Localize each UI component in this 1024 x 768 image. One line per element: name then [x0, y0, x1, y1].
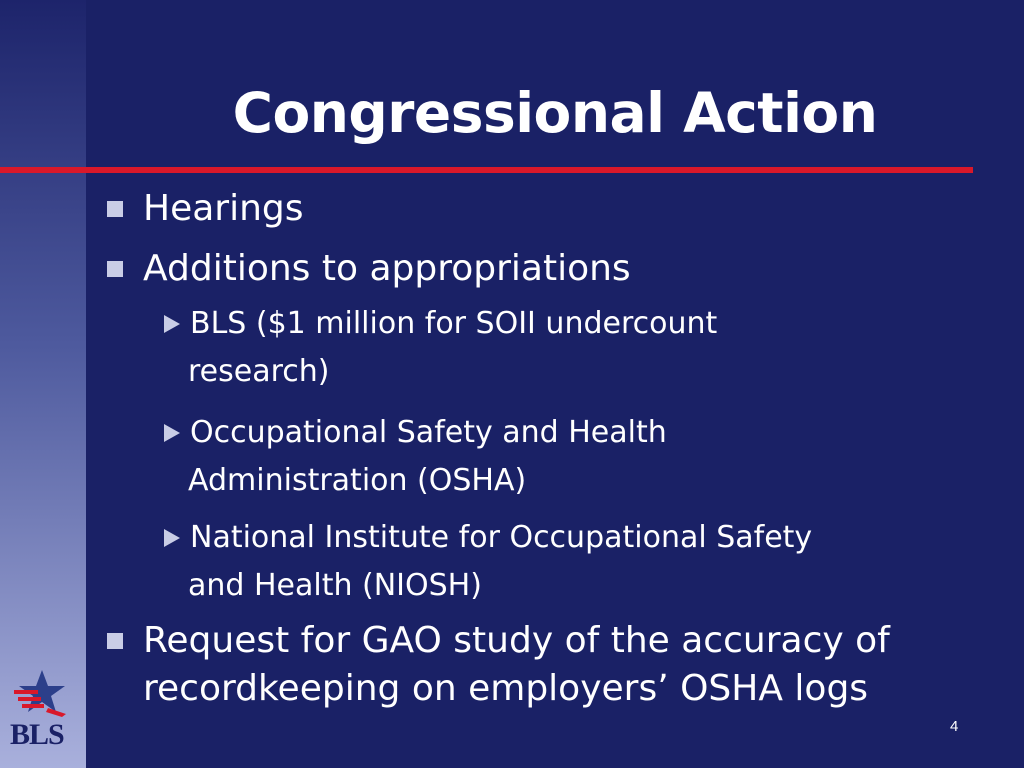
slide-title: Congressional Action [232, 81, 878, 145]
sub-bullet-niosh-line2: and Health (NIOSH) [188, 568, 482, 603]
sub-bullet-osha-line2: Administration (OSHA) [188, 463, 527, 498]
bullet-appropriations: Additions to appropriations [143, 248, 631, 289]
triangle-bullet-icon [164, 315, 180, 333]
bullet-gao-line2: recordkeeping on employers’ OSHA logs [143, 668, 869, 709]
sub-bullet-bls-line2: research) [188, 354, 330, 389]
bls-logo-text: BLS [10, 718, 64, 751]
square-bullet-icon [107, 261, 123, 277]
left-gradient-band [0, 0, 86, 768]
sub-bullet-niosh-line1: National Institute for Occupational Safety [190, 520, 813, 555]
sub-bullet-bls-line1: BLS ($1 million for SOII undercount [190, 306, 718, 341]
square-bullet-icon [107, 633, 123, 649]
square-bullet-icon [107, 201, 123, 217]
page-number: 4 [950, 718, 959, 735]
title-divider [0, 167, 973, 173]
triangle-bullet-icon [164, 529, 180, 547]
bullet-hearings: Hearings [143, 188, 304, 229]
triangle-bullet-icon [164, 424, 180, 442]
bullet-gao-line1: Request for GAO study of the accuracy of [143, 620, 890, 661]
sub-bullet-osha-line1: Occupational Safety and Health [190, 415, 667, 450]
